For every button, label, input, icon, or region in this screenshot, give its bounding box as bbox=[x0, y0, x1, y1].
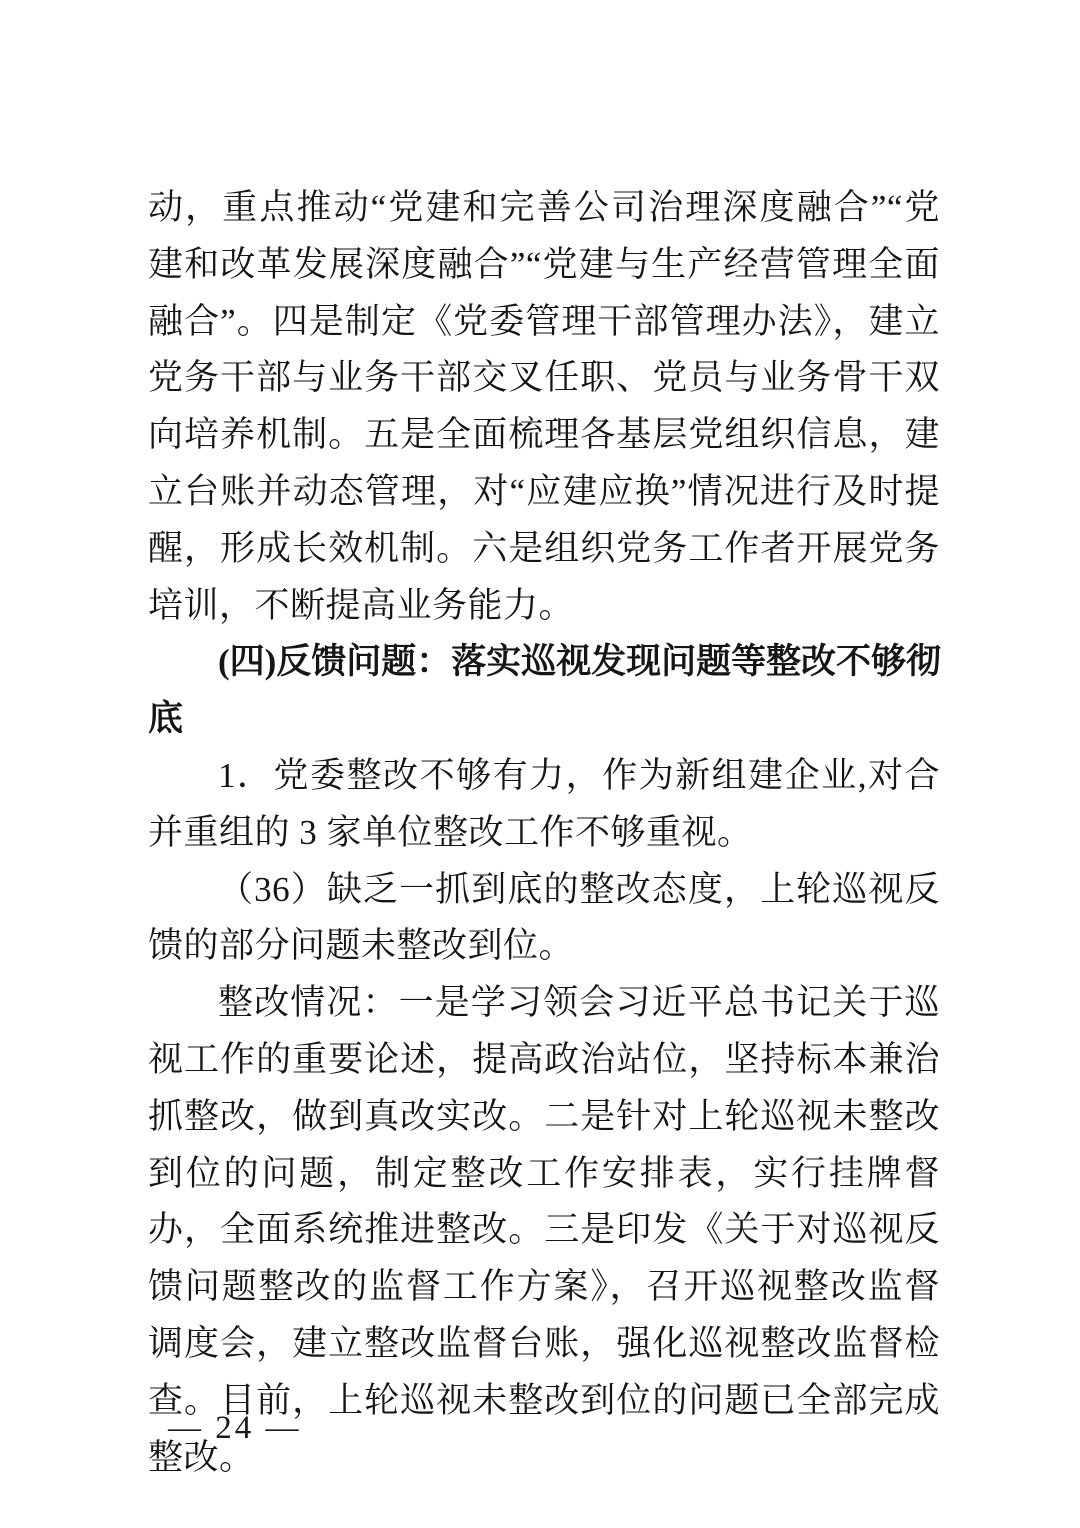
body-paragraph: 整改情况：一是学习领会习近平总书记关于巡视工作的重要论述，提高政治站位，坚持标本兼治抓整改，做到真改实改。二是针对上轮巡视未整改到位的问题，制定整改工作安排表，实行挂牌督办，全面系统推进整改。三是印发《关于对巡视反馈问题整改的监督工作方案》，召开巡视整改监督调度会，建立整改监督台账，强化巡视整改监督检查。目前，上轮巡视未整改到位的问题已全部完成整改。 bbox=[148, 983, 940, 1477]
section-heading: (四)反馈问题：落实巡视发现问题等整改不够彻底 bbox=[148, 642, 940, 739]
body-paragraph: （36）缺乏一抓到底的整改态度，上轮巡视反馈的部分问题未整改到位。 bbox=[148, 869, 940, 966]
page-number: — 24 — bbox=[168, 1410, 302, 1446]
body-paragraph: 1．党委整改不够有力，作为新组建企业,对合并重组的 3 家单位整改工作不够重视。 bbox=[148, 755, 940, 852]
text-block bbox=[148, 180, 940, 1486]
body-paragraph-continuation: 动，重点推动“党建和完善公司治理深度融合”“党建和改革发展深度融合”“党建与生产经营管理全面融合”。四是制定《党委管理干部管理办法》，建立党务干部与业务干部交叉任职、党员与业务骨干双向培养机制。五是全面梳理各基层党组织信息，建立台账并动态管理，对“应建应换”情况进行及时提醒，形成长效机制。六是组织党务工作者开展党务培训，不断提高业务能力。 bbox=[148, 188, 940, 625]
